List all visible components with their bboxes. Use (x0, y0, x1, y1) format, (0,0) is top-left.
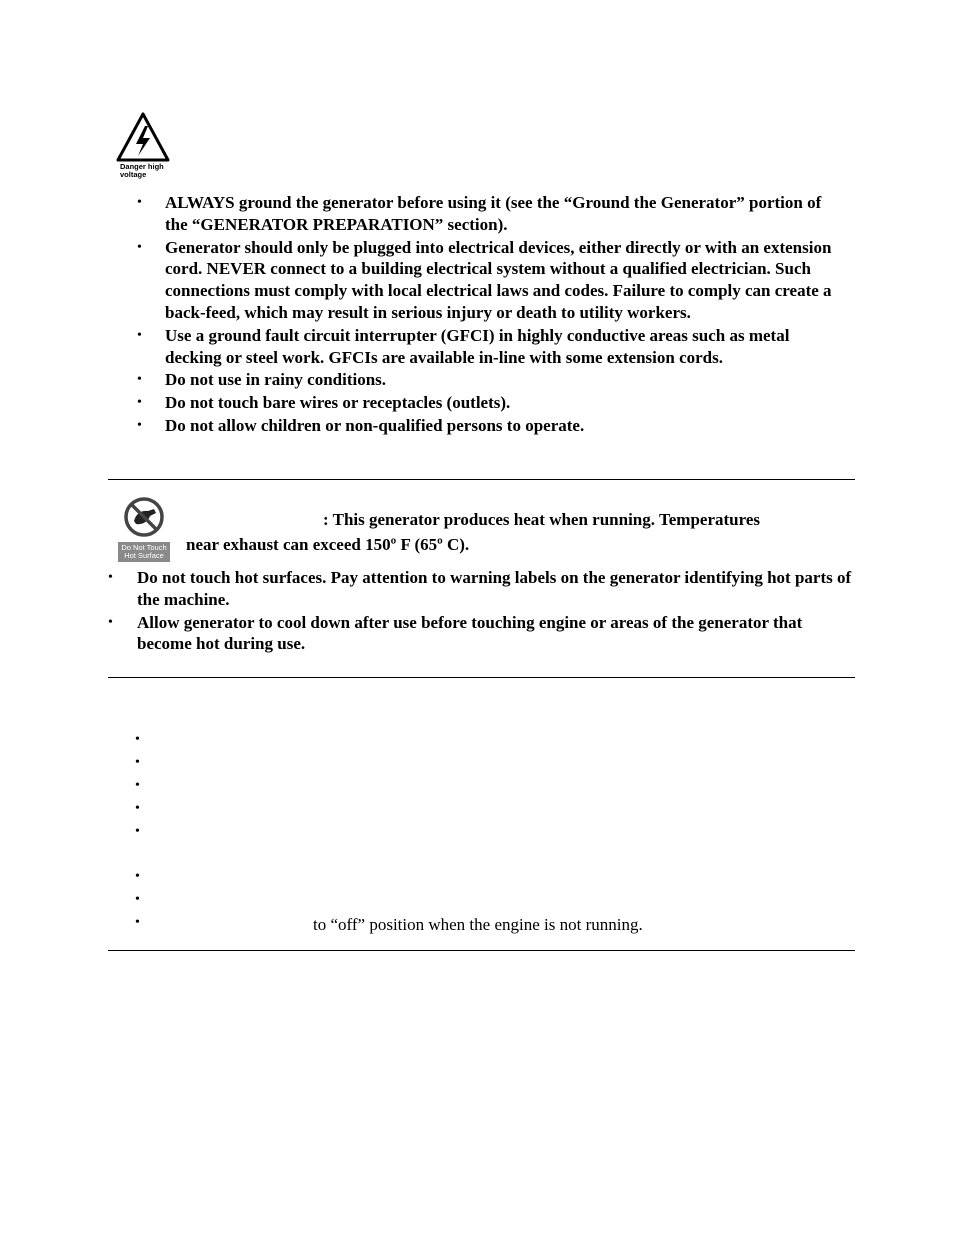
list-item-text: to “off” position when the engine is not running. (313, 915, 643, 934)
do-not-touch-hot-surface-icon (118, 496, 170, 566)
list-item: • Do not touch bare wires or receptacles (outlets). (137, 393, 511, 413)
list-item: • Use a ground fault circuit interrupter (GFCI) in highly conductive areas such as metal decking or steel work. GFCIs are available in-line with some extension cords. (137, 325, 790, 367)
list-item: • Do not use in rainy conditions. (137, 370, 387, 390)
hot-surface-list (108, 567, 853, 655)
list-item: • Generator should only be plugged into electrical devices, either directly or with an extension cord. NEVER connect to a building electrical system without a qualified electrician. Such connections must comply with local electrical laws and codes. Failure to comply can create a back-feed, which may result in serious injury or death to utility workers. (137, 237, 832, 322)
icon-label: Danger high voltage (120, 162, 164, 179)
hot-surface-intro-line1: : This generator produces heat when running. Temperatures (323, 510, 761, 529)
divider (108, 677, 855, 678)
list-item: • Do not touch hot surfaces. Pay attention to warning labels on the generator identifying hot parts of the machine. (108, 568, 852, 609)
list-item: • Allow generator to cool down after use before touching engine or areas of the generator that become hot during use. (108, 612, 803, 654)
list-item: • ALWAYS ground the generator before using it (see the “Ground the Generator” portion of the “GENERATOR PREPARATION” section). (137, 193, 822, 234)
hot-surface-intro-line2: near exhaust can exceed 150º F (65º C). (186, 535, 470, 554)
list-item: • Do not allow children or non-qualified persons to operate. (137, 415, 585, 435)
divider (108, 950, 855, 951)
high-voltage-list (137, 192, 847, 437)
divider (108, 479, 855, 480)
hot-surface-label-box: Do Not Touch Hot Surface (118, 542, 170, 562)
danger-high-voltage-icon (116, 112, 170, 180)
